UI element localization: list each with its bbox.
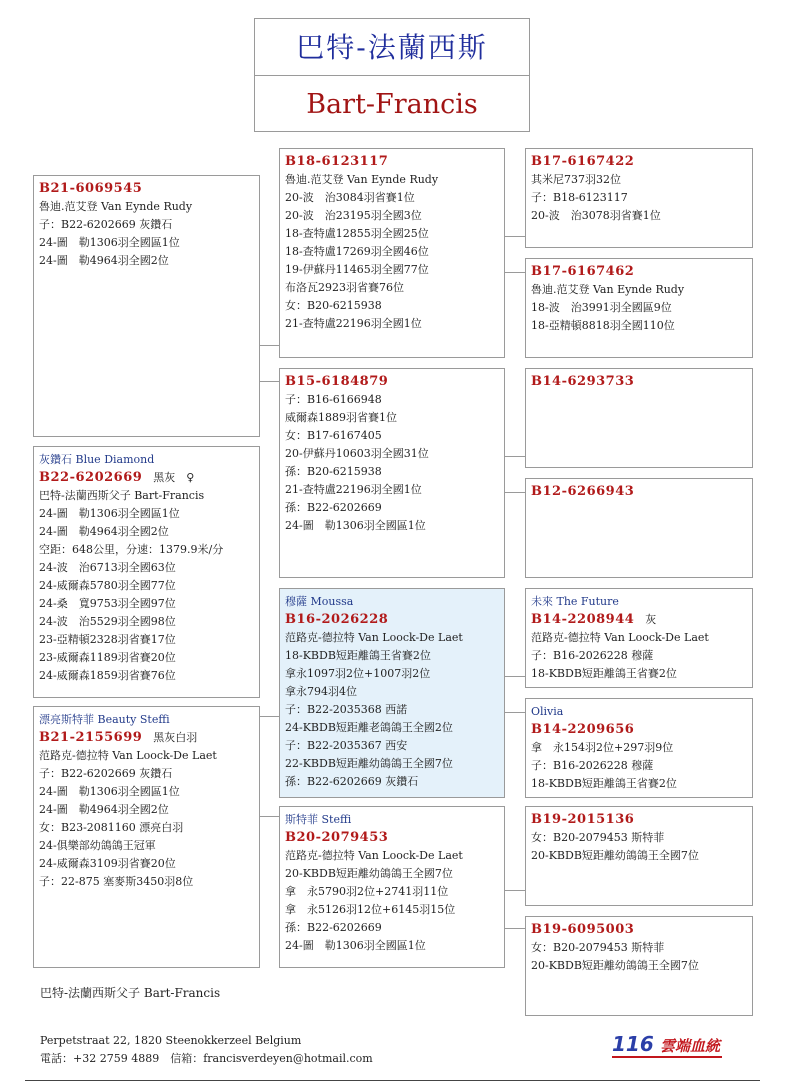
pedigree-box-sire-sire-dam <box>525 258 753 358</box>
connector-ds-to-dsd <box>505 712 525 713</box>
ring-number: B21-2155699 <box>39 730 143 745</box>
result-line: 拿永1097羽2位+1007羽2位 <box>285 667 431 680</box>
result-line: 布洛瓦2923羽省賽76位 <box>285 281 404 294</box>
ring-row <box>531 373 747 391</box>
connector-ss-to-sss <box>505 236 525 237</box>
address-line: Perpetstraat 22, 1820 Steenokkerzeel Belgium <box>40 1034 302 1047</box>
result-line: 19-伊蘇丹11465羽全國77位 <box>285 263 429 276</box>
result-line: 子：22-875 塞麥斯3450羽8位 <box>39 875 194 888</box>
result-line: 24-桑 寬9753羽全國97位 <box>39 597 176 610</box>
pedigree-box-dam-dam <box>279 806 505 968</box>
ring-number: B12-6266943 <box>531 484 635 499</box>
ring-number: B17-6167422 <box>531 154 635 169</box>
pedigree-box-sire <box>33 175 260 437</box>
ring-row <box>531 921 747 939</box>
result-line: 24-圖 勒1306羽全國區1位 <box>39 507 180 520</box>
result-line: 魯迪.范艾登 Van Eynde Rudy <box>39 200 193 213</box>
color-sex: 灰 <box>634 613 657 626</box>
contact-line: 電話：+32 2759 4889 信箱：francisverdeyen@hotmail.com <box>40 1052 373 1065</box>
ring-number: B14-2208944 <box>531 612 635 627</box>
connector-dd-to-ddd <box>505 928 525 929</box>
result-line: 魯迪.范艾登 Van Eynde Rudy <box>531 283 685 296</box>
ring-number: B18-6123117 <box>285 154 389 169</box>
result-line: 女：B17-6167405 <box>285 429 382 442</box>
ring-number: B21-6069545 <box>39 181 143 196</box>
result-line: 21-查特盧22196羽全國1位 <box>285 317 422 330</box>
result-line: 女：B20-2079453 斯特菲 <box>531 941 665 954</box>
logo-number: 116 <box>612 1032 654 1056</box>
bird-name: 穆薩 Moussa <box>285 595 354 608</box>
ring-row <box>531 263 747 281</box>
connector-sd-to-sdd <box>505 492 525 493</box>
ring-row <box>285 611 499 629</box>
pedigree-box-sire-dam <box>279 368 505 578</box>
color-sex: 黑灰 ♀ <box>142 471 195 484</box>
bird-name: 未來 The Future <box>531 595 619 608</box>
ring-row <box>285 373 499 391</box>
connector-ss-to-ssd <box>505 272 525 273</box>
brand-logo <box>612 1032 720 1056</box>
result-line: 拿永794羽4位 <box>285 685 357 698</box>
ring-number: B14-6293733 <box>531 374 635 389</box>
result-line: 子：B16-6166948 <box>285 393 382 406</box>
result-line: 子：B16-2026228 穆薩 <box>531 649 654 662</box>
result-line: 魯迪.范艾登 Van Eynde Rudy <box>285 173 439 186</box>
pedigree-box-dam-sire-dam <box>525 698 753 798</box>
result-line: 24-威爾森3109羽省賽20位 <box>39 857 176 870</box>
owner-name: 巴特-法蘭西斯父子 Bart-Francis <box>40 986 221 1000</box>
pedigree-box-dam-sire <box>279 588 505 798</box>
result-line: 20-KBDB短距離幼鴿鴿王全國7位 <box>531 959 699 972</box>
result-line: 20-波 治23195羽全國3位 <box>285 209 422 222</box>
connector-sd-to-sds <box>505 456 525 457</box>
result-line: 20-伊蘇丹10603羽全國31位 <box>285 447 429 460</box>
title-box <box>254 18 530 132</box>
result-line: 子：B22-2035368 西諾 <box>285 703 408 716</box>
ring-number: B14-2209656 <box>531 722 635 737</box>
result-line: 18-KBDB短距離鴿王省賽2位 <box>285 649 431 662</box>
connector-dam-to-dd <box>260 816 279 817</box>
result-line: 24-KBDB短距離老鴿鴿王全國2位 <box>285 721 453 734</box>
result-line: 18-KBDB短距離鴿王省賽2位 <box>531 777 677 790</box>
result-line: 范路克-德拉特 Van Loock-De Laet <box>285 631 463 644</box>
pedigree-box-dam <box>33 706 260 968</box>
pedigree-box-sire-dam-dam <box>525 478 753 578</box>
ring-row <box>285 829 499 847</box>
title-english: Bart-Francis <box>306 89 478 120</box>
result-line: 拿 永5790羽2位+2741羽11位 <box>285 885 449 898</box>
result-line: 子：B18-6123117 <box>531 191 628 204</box>
bird-name: Olivia <box>531 705 564 718</box>
result-line: 18-KBDB短距離鴿王省賽2位 <box>531 667 677 680</box>
bird-name: 灰鑽石 Blue Diamond <box>39 453 155 466</box>
pedigree-box-dam-dam-dam <box>525 916 753 1016</box>
result-line: 空距：648公里，分速：1379.9米/分 <box>39 543 224 556</box>
ring-row <box>531 153 747 171</box>
result-line: 拿 永5126羽12位+6145羽15位 <box>285 903 456 916</box>
ring-row <box>39 469 254 487</box>
result-line: 范路克-德拉特 Van Loock-De Laet <box>39 749 217 762</box>
logo-text: 雲端血統 <box>660 1037 721 1055</box>
result-line: 20-KBDB短距離幼鴿鴿王全國7位 <box>531 849 699 862</box>
ring-row <box>531 611 747 629</box>
connector-dd-to-dds <box>505 890 525 891</box>
result-line: 24-圖 勒1306羽全國區1位 <box>285 519 426 532</box>
result-line: 24-威爾森1859羽省賽76位 <box>39 669 176 682</box>
result-line: 20-波 治3084羽省賽1位 <box>285 191 415 204</box>
connector-sire-to-sd <box>260 381 279 382</box>
bird-name: 漂亮斯特菲 Beauty Steffi <box>39 713 170 726</box>
result-line: 子：B22-6202669 灰鑽石 <box>39 767 173 780</box>
result-line: 23-亞精頓2328羽省賽17位 <box>39 633 176 646</box>
result-line: 18-查特盧12855羽全國25位 <box>285 227 429 240</box>
pedigree-box-dam-dam-sire <box>525 806 753 906</box>
pedigree-box-subject <box>33 446 260 698</box>
pedigree-box-sire-sire-sire <box>525 148 753 248</box>
result-line: 24-圖 勒4964羽全國2位 <box>39 803 169 816</box>
result-line: 24-圖 勒1306羽全國區1位 <box>285 939 426 952</box>
result-line: 22-KBDB短距離幼鴿鴿王全國7位 <box>285 757 453 770</box>
ring-row <box>285 153 499 171</box>
ring-number: B17-6167462 <box>531 264 635 279</box>
result-line: 21-查特盧22196羽全國1位 <box>285 483 422 496</box>
result-line: 女：B20-2079453 斯特菲 <box>531 831 665 844</box>
result-line: 子：B22-6202669 灰鑽石 <box>39 218 173 231</box>
result-line: 子：B16-2026228 穆薩 <box>531 759 654 772</box>
bird-name: 斯特菲 Steffi <box>285 813 352 826</box>
ring-number: B19-6095003 <box>531 922 635 937</box>
logo-underline <box>612 1056 722 1058</box>
ring-row <box>531 721 747 739</box>
ring-number: B20-2079453 <box>285 830 389 845</box>
ring-row <box>531 811 747 829</box>
ring-number: B15-6184879 <box>285 374 389 389</box>
title-chinese: 巴特-法蘭西斯 <box>255 19 529 76</box>
result-line: 20-波 治3078羽省賽1位 <box>531 209 661 222</box>
pedigree-box-sire-sire <box>279 148 505 358</box>
result-line: 威爾森1889羽省賽1位 <box>285 411 397 424</box>
result-line: 18-亞精頓8818羽全國110位 <box>531 319 675 332</box>
result-line: 18-波 治3991羽全國區9位 <box>531 301 672 314</box>
color-sex: 黑灰白羽 <box>142 731 198 744</box>
result-line: 其米尼737羽32位 <box>531 173 621 186</box>
pedigree-box-dam-sire-sire <box>525 588 753 688</box>
result-line: 范路克-德拉特 Van Loock-De Laet <box>531 631 709 644</box>
result-line: 孫：B22-6202669 <box>285 501 382 514</box>
connector-dam-to-ds <box>260 716 279 717</box>
result-line: 24-圖 勒1306羽全國區1位 <box>39 236 180 249</box>
result-line: 子：B22-2035367 西安 <box>285 739 408 752</box>
result-line: 范路克-德拉特 Van Loock-De Laet <box>285 849 463 862</box>
bottom-divider <box>25 1080 760 1081</box>
result-line: 20-KBDB短距離幼鴿鴿王全國7位 <box>285 867 453 880</box>
ring-number: B16-2026228 <box>285 612 389 627</box>
ring-row <box>531 483 747 501</box>
result-line: 巴特-法蘭西斯父子 Bart-Francis <box>39 489 205 502</box>
result-line: 24-波 治6713羽全國63位 <box>39 561 176 574</box>
connector-sire-to-ss <box>260 345 279 346</box>
result-line: 23-威爾森1189羽省賽20位 <box>39 651 176 664</box>
ring-row <box>39 180 254 198</box>
result-line: 24-圖 勒1306羽全國區1位 <box>39 785 180 798</box>
connector-ds-to-dss <box>505 676 525 677</box>
pedigree-box-sire-dam-sire <box>525 368 753 468</box>
result-line: 孫：B22-6202669 <box>285 921 382 934</box>
result-line: 24-威爾森5780羽全國77位 <box>39 579 176 592</box>
result-line: 女：B20-6215938 <box>285 299 382 312</box>
result-line: 24-圖 勒4964羽全國2位 <box>39 525 169 538</box>
ring-number: B22-6202669 <box>39 470 143 485</box>
result-line: 孫：B22-6202669 灰鑽石 <box>285 775 419 788</box>
result-line: 18-查特盧17269羽全國46位 <box>285 245 429 258</box>
result-line: 24-波 治5529羽全國98位 <box>39 615 176 628</box>
ring-number: B19-2015136 <box>531 812 635 827</box>
result-line: 24-俱樂部幼鴿鴿王冠軍 <box>39 839 156 852</box>
ring-row <box>39 729 254 747</box>
result-line: 孫：B20-6215938 <box>285 465 382 478</box>
result-line: 24-圖 勒4964羽全國2位 <box>39 254 169 267</box>
result-line: 女：B23-2081160 漂亮白羽 <box>39 821 184 834</box>
contact-block <box>40 1032 373 1068</box>
result-line: 拿 永154羽2位+297羽9位 <box>531 741 674 754</box>
